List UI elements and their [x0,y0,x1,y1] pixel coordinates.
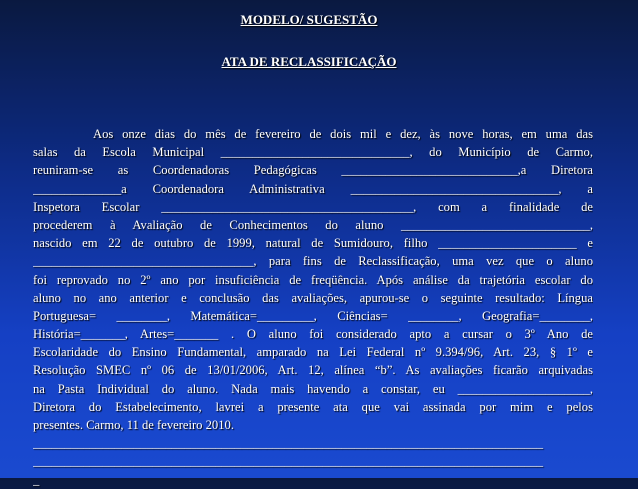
signature-line: _________________________________________________________________________________ [33,454,544,469]
paragraph-line: Inspetora Escolar ________________________________________, com a finalidade de [33,199,593,214]
paragraph-line: Portuguesa= ________, Matemática=_________, Ciências= ________, Geografia=________, [33,308,593,323]
signature-line: _ [33,472,40,487]
paragraph-line: foi reprovado no 2º ano por insuficiência de freqüência. Após análise da trajetória escolar do [33,272,593,287]
document-subtitle: ATA DE RECLASSIFICAÇÃO [221,54,397,69]
paragraph-line: aluno no ano anterior e conclusão das avaliações, apurou-se o seguinte resultado: Língua [33,290,593,305]
paragraph-line: presentes. Carmo, 11 de fevereiro 2010. [33,418,234,432]
paragraph-line: na Pasta Individual do aluno. Nada mais havendo a constar, eu _____________________, [33,381,593,396]
paragraph-line: reuniram-se as Coordenadoras Pedagógicas ____________________________,a Diretora [33,163,593,178]
minutes-body [33,125,593,489]
document-title: MODELO/ SUGESTÃO [240,12,378,27]
paragraph-line: Diretora do Estabelecimento, lavrei a presente ata que vai assinada por mim e pelos [33,399,593,414]
paragraph-line: salas da Escola Municipal ______________________________, do Município de Carmo, [33,145,593,160]
paragraph-line: ______________a Coordenadora Administrativa _________________________________, a [33,181,593,196]
paragraph-line: procederem à Avaliação de Conhecimentos do aluno ______________________________, [33,217,593,232]
signature-line: _________________________________________________________________________________ [33,436,544,451]
paragraph-line: Escolaridade do Ensino Fundamental, amparado na Lei Federal nº 9.394/96, Art. 23, § 1º e [33,345,593,360]
paragraph-line: ___________________________________, para fins de Reclassificação, uma vez que o aluno [33,254,593,269]
paragraph-line: História=_______, Artes=_______ . O aluno foi considerado apto a cursar o 3º Ano de [33,327,593,342]
paragraph-line: nascido em 22 de outubro de 1999, natural de Sumidouro, filho ______________________ e [33,236,593,251]
paragraph-line: Resolução SMEC nº 06 de 13/01/2006, Art. 12, alínea “b”. As avaliações ficarão arquivadas [33,363,593,378]
paragraph-line: Aos onze dias do mês de fevereiro de dois mil e dez, às nove horas, em uma das [93,127,593,141]
